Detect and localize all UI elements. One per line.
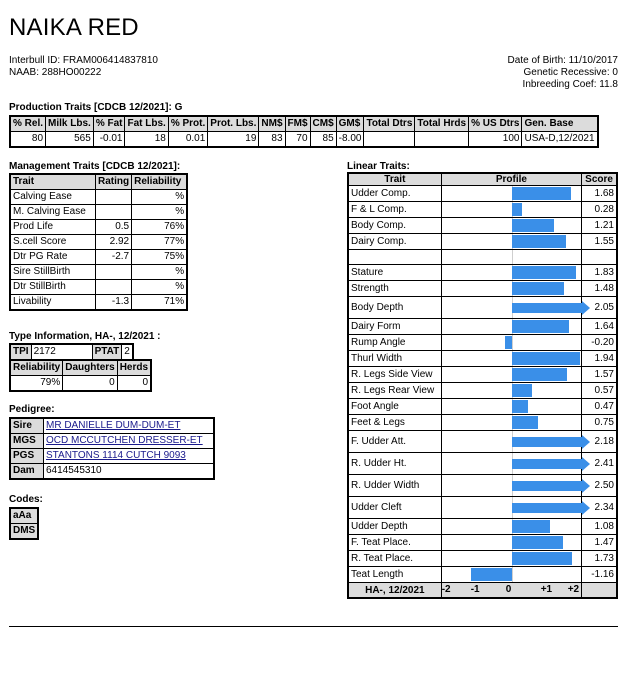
linear-profile-header: Profile [441, 173, 581, 186]
production-table [9, 115, 599, 148]
profile-bar [512, 219, 554, 232]
management-row [10, 295, 187, 311]
linear-score: 2.18 [582, 431, 617, 453]
production-col-header: FM$ [285, 116, 310, 132]
profile-bar [512, 368, 567, 381]
management-value: 71% [132, 295, 188, 311]
management-row [10, 205, 187, 220]
linear-row [348, 567, 617, 583]
tpi-row [10, 344, 133, 360]
linear-trait-name: Udder Cleft [348, 497, 441, 519]
management-row [10, 265, 187, 280]
profile-cell [441, 250, 581, 265]
profile-center-line [512, 335, 513, 350]
management-value [96, 190, 132, 205]
production-col-header: % Rel. [10, 116, 46, 132]
management-table [9, 173, 188, 311]
production-col-header: CM$ [310, 116, 336, 132]
production-title: Production Traits [CDCB 12/2021]: G [9, 102, 183, 113]
management-header-row [10, 174, 187, 190]
codes-table [9, 507, 39, 540]
profile-cell [441, 335, 581, 351]
linear-row [348, 497, 617, 519]
management-trait: Dtr PG Rate [10, 250, 96, 265]
profile-overflow-arrow [582, 479, 590, 493]
profile-cell [441, 297, 581, 319]
management-row [10, 235, 187, 250]
linear-score: 0.57 [582, 383, 617, 399]
linear-score: 1.73 [582, 551, 617, 567]
profile-center-line [512, 567, 513, 582]
production-col-value: 0.01 [168, 132, 207, 148]
management-col-header: Trait [10, 174, 96, 190]
profile-cell [441, 535, 581, 551]
linear-trait-name: Udder Depth [348, 519, 441, 535]
profile-cell [441, 519, 581, 535]
pedigree-label: Sire [10, 418, 44, 434]
pedigree-link[interactable]: STANTONS 1114 CUTCH 9093 [46, 450, 186, 461]
profile-overflow-arrow [582, 457, 590, 471]
profile-cell [441, 415, 581, 431]
production-col-value: 100 [469, 132, 522, 148]
linear-score: 2.50 [582, 475, 617, 497]
linear-score: 0.47 [582, 399, 617, 415]
daughters-header: Daughters [63, 360, 117, 376]
profile-cell [441, 281, 581, 297]
pedigree-row [10, 418, 214, 434]
linear-row [348, 319, 617, 335]
linear-score: 1.08 [582, 519, 617, 535]
management-col-header: Reliability [132, 174, 188, 190]
production-col-value: 83 [259, 132, 285, 148]
code-item: DMS [10, 524, 38, 540]
linear-trait-name: Strength [348, 281, 441, 297]
management-value: -2.7 [96, 250, 132, 265]
profile-bar [512, 235, 566, 248]
management-value: 0.5 [96, 220, 132, 235]
profile-bar [512, 187, 571, 200]
linear-trait-name: F. Udder Att. [348, 431, 441, 453]
linear-trait-name: Udder Comp. [348, 186, 441, 202]
linear-row [348, 551, 617, 567]
linear-row [348, 383, 617, 399]
production-col-header: % Prot. [168, 116, 207, 132]
linear-trait-name: R. Teat Place. [348, 551, 441, 567]
profile-cell [441, 567, 581, 583]
linear-trait-name: Thurl Width [348, 351, 441, 367]
production-col-value: 18 [125, 132, 168, 148]
inbreeding-coef: Inbreeding Coef: 11.8 [522, 79, 618, 90]
pedigree-link[interactable]: MR DANIELLE DUM-DUM-ET [46, 420, 181, 431]
linear-score: 1.57 [582, 367, 617, 383]
linear-trait-name: R. Legs Side View [348, 367, 441, 383]
profile-bar [512, 552, 573, 565]
profile-cell [441, 319, 581, 335]
profile-bar [512, 384, 532, 397]
profile-bar [512, 481, 582, 491]
pedigree-row [10, 449, 214, 464]
management-value: % [132, 205, 188, 220]
linear-trait-name: Teat Length [348, 567, 441, 583]
linear-row [348, 453, 617, 475]
pedigree-value: 6414545310 [46, 465, 102, 476]
management-value: % [132, 280, 188, 295]
linear-row [348, 186, 617, 202]
linear-score: 1.68 [582, 186, 617, 202]
production-col-value [415, 132, 469, 148]
pedigree-link[interactable]: OCD MCCUTCHEN DRESSER-ET [46, 435, 203, 446]
linear-trait-name: Rump Angle [348, 335, 441, 351]
profile-cell [441, 202, 581, 218]
profile-overflow-arrow [582, 301, 590, 315]
pedigree-label: PGS [10, 449, 44, 464]
linear-row [348, 281, 617, 297]
linear-score: 1.21 [582, 218, 617, 234]
pedigree-value-cell [44, 434, 215, 449]
linear-trait-name: R. Udder Width [348, 475, 441, 497]
management-value: -1.3 [96, 295, 132, 311]
linear-score: 1.83 [582, 265, 617, 281]
profile-bar [512, 416, 538, 429]
code-item: aAa [10, 508, 38, 524]
linear-row [348, 234, 617, 250]
linear-row [348, 265, 617, 281]
axis-tick-label: 0 [505, 584, 512, 595]
type-reliability-table [9, 359, 152, 392]
management-col-header: Rating [96, 174, 132, 190]
linear-footer-label: HA-, 12/2021 [348, 583, 441, 599]
management-row [10, 220, 187, 235]
pedigree-value-cell [44, 418, 215, 434]
daughters-value: 0 [63, 376, 117, 392]
profile-bar [512, 352, 580, 365]
interbull-id: Interbull ID: FRAM006414837810 [9, 55, 158, 66]
linear-title: Linear Traits: [347, 161, 410, 172]
management-trait: Prod Life [10, 220, 96, 235]
profile-bar [512, 536, 563, 549]
linear-score: 1.55 [582, 234, 617, 250]
profile-bar [512, 282, 564, 295]
pedigree-label: MGS [10, 434, 44, 449]
linear-score: 2.34 [582, 497, 617, 519]
linear-trait-name: Stature [348, 265, 441, 281]
profile-cell [441, 453, 581, 475]
linear-trait-name: Dairy Comp. [348, 234, 441, 250]
linear-score-header: Score [582, 173, 617, 186]
profile-cell [441, 383, 581, 399]
linear-row [348, 399, 617, 415]
profile-bar [512, 520, 550, 533]
naab-code: NAAB: 288HO00222 [9, 67, 102, 78]
linear-row [348, 297, 617, 319]
production-col-header: GM$ [336, 116, 364, 132]
production-col-header: Total Hrds [415, 116, 469, 132]
profile-bar [505, 336, 512, 349]
production-col-value: 565 [46, 132, 94, 148]
production-col-value: -8.00 [336, 132, 364, 148]
profile-bar [512, 459, 582, 469]
production-col-value: USA-D,12/2021 [522, 132, 598, 148]
linear-row [348, 535, 617, 551]
profile-center-line [512, 250, 513, 264]
management-value: % [132, 265, 188, 280]
management-trait: Sire StillBirth [10, 265, 96, 280]
profile-cell [441, 399, 581, 415]
profile-bar [512, 266, 576, 279]
linear-score: 2.41 [582, 453, 617, 475]
profile-bar [512, 400, 528, 413]
pedigree-title: Pedigree: [9, 404, 55, 415]
linear-row [348, 367, 617, 383]
axis-tick-label: +2 [567, 584, 580, 595]
linear-score: 1.48 [582, 281, 617, 297]
linear-score [582, 250, 617, 265]
management-trait: Livability [10, 295, 96, 311]
profile-overflow-arrow [582, 435, 590, 449]
date-of-birth: Date of Birth: 11/10/2017 [507, 55, 618, 66]
linear-row [348, 431, 617, 453]
management-value [96, 280, 132, 295]
herds-header: Herds [117, 360, 151, 376]
production-col-header: Gen. Base [522, 116, 598, 132]
axis-tick-label: -1 [470, 584, 480, 595]
production-col-header: NM$ [259, 116, 285, 132]
profile-cell [441, 186, 581, 202]
management-trait: S.cell Score [10, 235, 96, 250]
linear-score: 2.05 [582, 297, 617, 319]
reliability-header: Reliability [10, 360, 63, 376]
linear-trait-name: Body Depth [348, 297, 441, 319]
genetic-recessive: Genetic Recessive: 0 [523, 67, 618, 78]
pedigree-row [10, 434, 214, 449]
linear-score: -0.20 [582, 335, 617, 351]
reliability-value: 79% [10, 376, 63, 392]
production-col-value: 19 [208, 132, 259, 148]
management-row [10, 280, 187, 295]
linear-trait-header: Trait [348, 173, 441, 186]
linear-traits-table [347, 172, 618, 599]
production-col-header: Prot. Lbs. [208, 116, 259, 132]
profile-bar [512, 303, 582, 313]
production-col-value [364, 132, 415, 148]
pedigree-value-cell [44, 449, 215, 464]
linear-score: 0.75 [582, 415, 617, 431]
linear-row [348, 218, 617, 234]
linear-trait-name: Body Comp. [348, 218, 441, 234]
management-value [96, 205, 132, 220]
linear-footer-row [348, 583, 617, 599]
profile-cell [441, 475, 581, 497]
production-col-header: Milk Lbs. [46, 116, 94, 132]
linear-header-row [348, 173, 617, 186]
page-divider [9, 626, 618, 627]
pedigree-label: Dam [10, 464, 44, 480]
management-title: Management Traits [CDCB 12/2021]: [9, 161, 181, 172]
production-col-header: Total Dtrs [364, 116, 415, 132]
profile-cell [441, 431, 581, 453]
linear-footer-blank [582, 583, 617, 599]
production-col-value: 80 [10, 132, 46, 148]
linear-row [348, 335, 617, 351]
management-value: 77% [132, 235, 188, 250]
production-col-value: 85 [310, 132, 336, 148]
linear-trait-name: F & L Comp. [348, 202, 441, 218]
management-row [10, 250, 187, 265]
codes-title: Codes: [9, 494, 43, 505]
linear-row [348, 250, 617, 265]
type-info-title: Type Information, HA-, 12/2021 : [9, 331, 161, 342]
code-row [10, 524, 38, 540]
management-value: % [132, 190, 188, 205]
profile-bar [471, 568, 512, 581]
profile-cell [441, 218, 581, 234]
management-value [96, 265, 132, 280]
profile-cell [441, 265, 581, 281]
profile-cell [441, 234, 581, 250]
ptat-label: PTAT [92, 344, 122, 360]
linear-score: 1.47 [582, 535, 617, 551]
profile-bar [512, 503, 582, 513]
management-trait: Calving Ease [10, 190, 96, 205]
profile-bar [512, 320, 569, 333]
production-col-value: -0.01 [93, 132, 125, 148]
linear-trait-name [348, 250, 441, 265]
herds-value: 0 [117, 376, 151, 392]
linear-row [348, 519, 617, 535]
linear-score: -1.16 [582, 567, 617, 583]
linear-score: 1.64 [582, 319, 617, 335]
profile-cell [441, 367, 581, 383]
code-row [10, 508, 38, 524]
production-header-row [10, 116, 598, 132]
tpi-label: TPI [10, 344, 31, 360]
linear-score: 1.94 [582, 351, 617, 367]
profile-cell [441, 497, 581, 519]
management-trait: M. Calving Ease [10, 205, 96, 220]
linear-trait-name: Foot Angle [348, 399, 441, 415]
linear-trait-name: Feet & Legs [348, 415, 441, 431]
linear-score: 0.28 [582, 202, 617, 218]
linear-trait-name: R. Legs Rear View [348, 383, 441, 399]
production-value-row [10, 132, 598, 148]
pedigree-value-cell [44, 464, 215, 480]
pedigree-row [10, 464, 214, 480]
axis-tick-label: +1 [540, 584, 553, 595]
management-value: 2.92 [96, 235, 132, 250]
production-col-header: % Fat [93, 116, 125, 132]
tpi-value: 2172 [31, 344, 92, 360]
axis-tick-label: -2 [441, 584, 451, 595]
ptat-value: 2 [122, 344, 133, 360]
animal-name: NAIKA RED [9, 14, 139, 41]
linear-trait-name: R. Udder Ht. [348, 453, 441, 475]
management-trait: Dtr StillBirth [10, 280, 96, 295]
management-row [10, 190, 187, 205]
type-reliability-header [10, 360, 151, 376]
linear-row [348, 475, 617, 497]
management-value: 75% [132, 250, 188, 265]
type-reliability-values [10, 376, 151, 392]
management-value: 76% [132, 220, 188, 235]
profile-cell [441, 351, 581, 367]
production-col-header: Fat Lbs. [125, 116, 168, 132]
linear-row [348, 351, 617, 367]
linear-row [348, 415, 617, 431]
production-col-value: 70 [285, 132, 310, 148]
linear-trait-name: F. Teat Place. [348, 535, 441, 551]
profile-bar [512, 437, 582, 447]
production-col-header: % US Dtrs [469, 116, 522, 132]
linear-row [348, 202, 617, 218]
profile-cell [441, 551, 581, 567]
pedigree-table [9, 417, 215, 480]
profile-overflow-arrow [582, 501, 590, 515]
profile-bar [512, 203, 522, 216]
profile-axis [441, 583, 581, 599]
linear-trait-name: Dairy Form [348, 319, 441, 335]
